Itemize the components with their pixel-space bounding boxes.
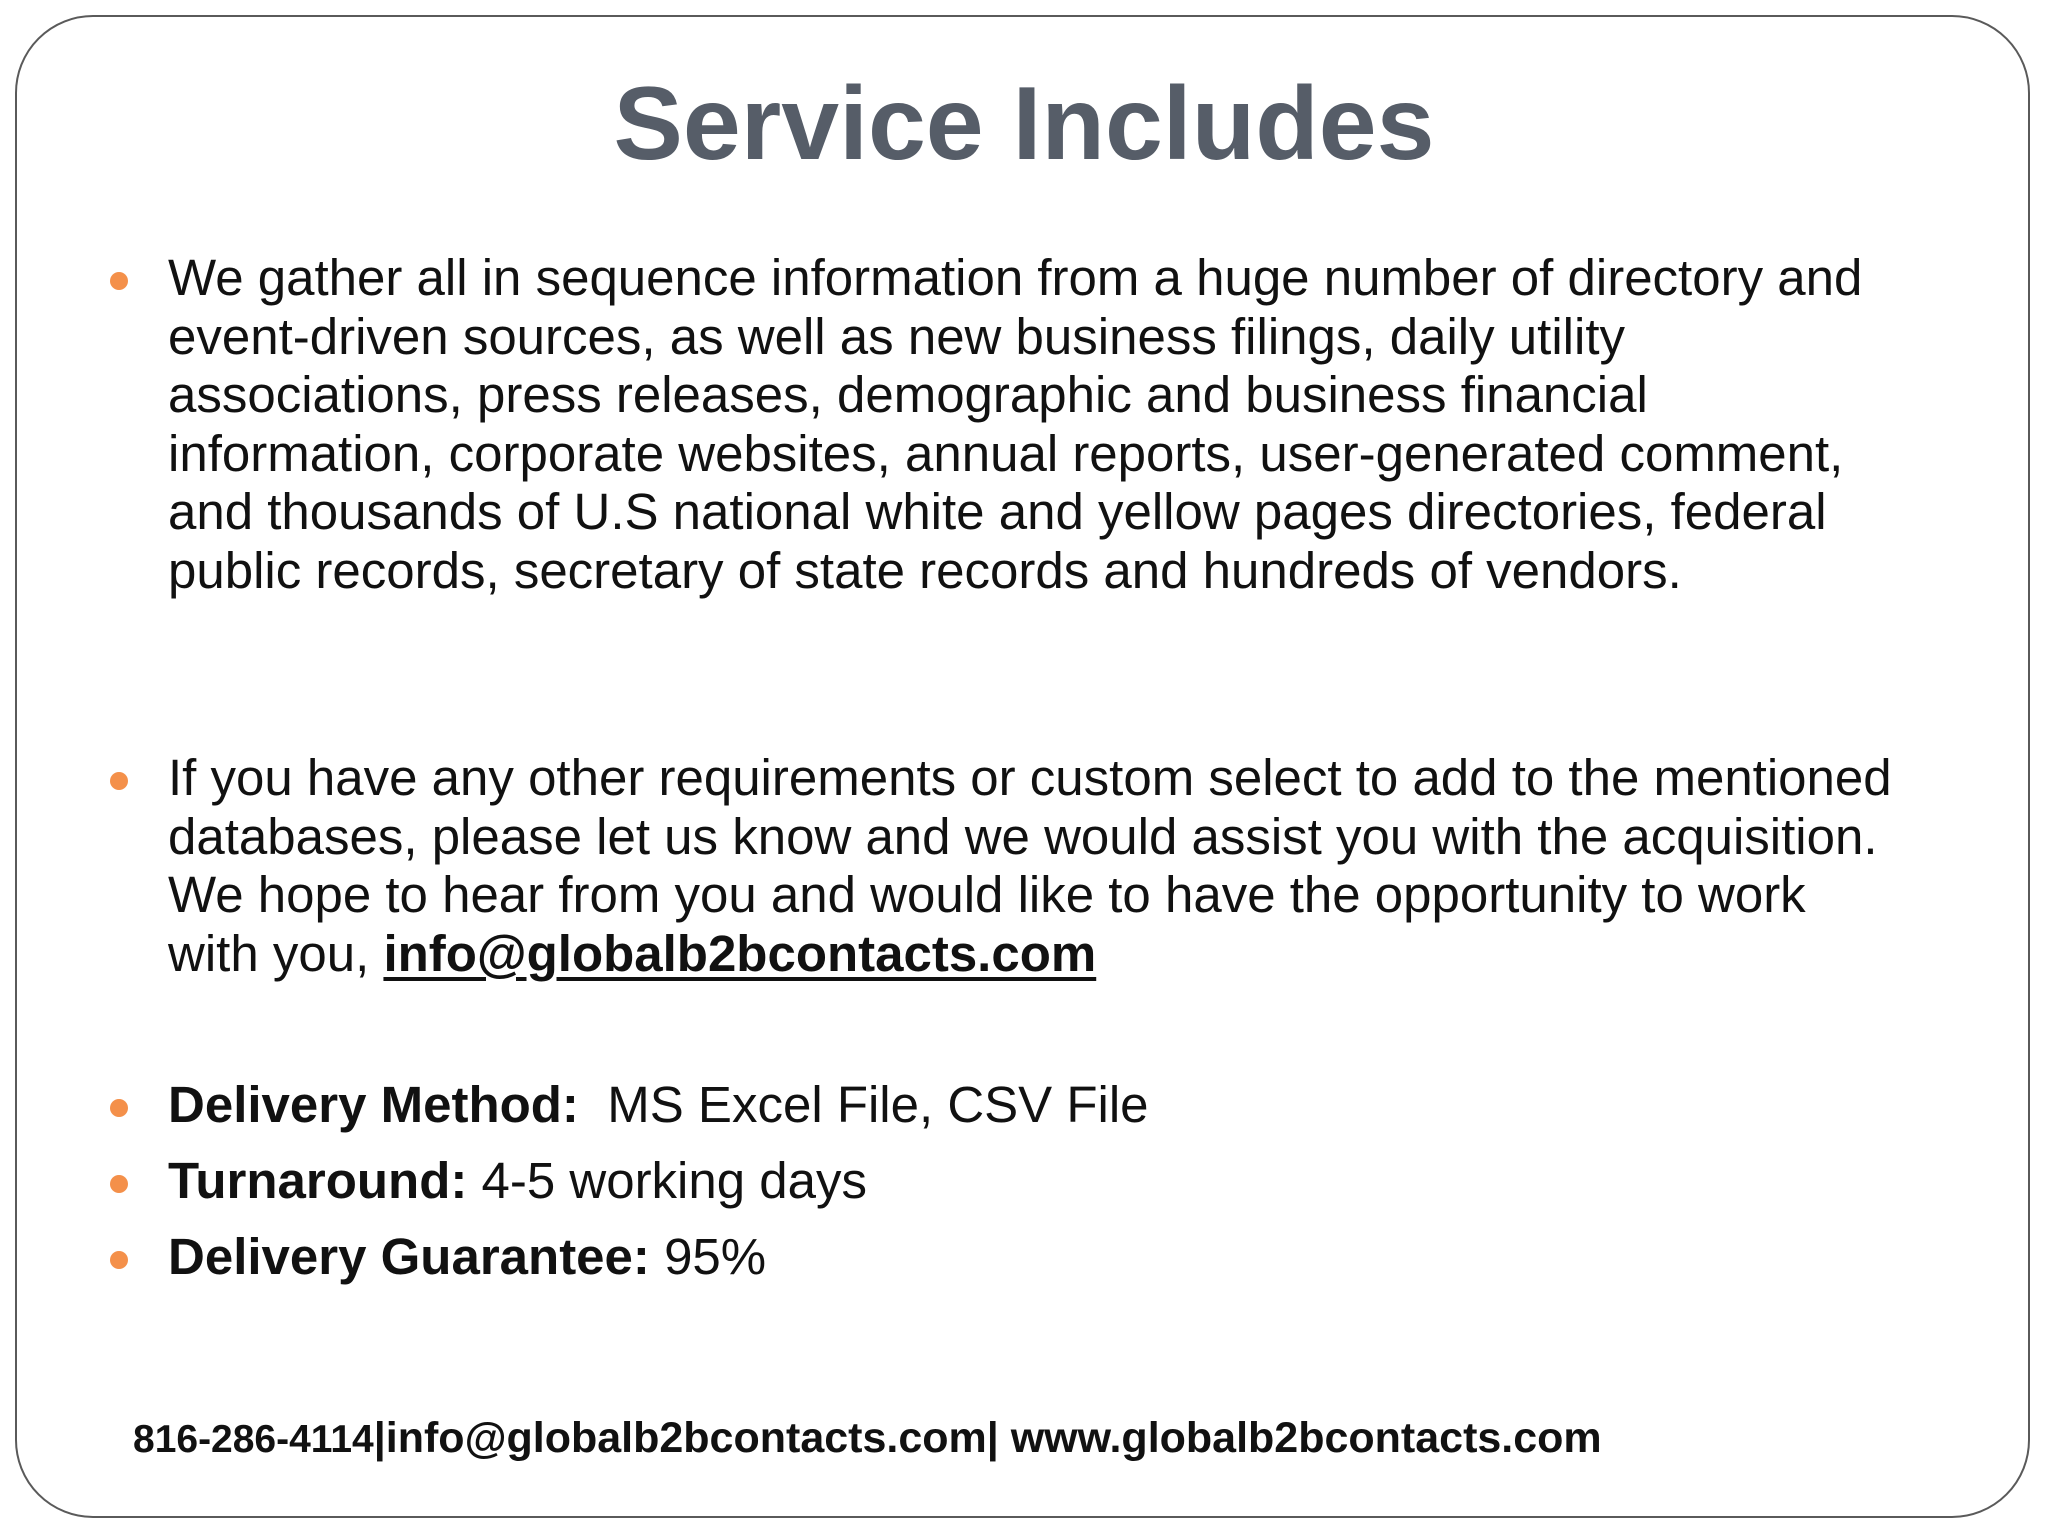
bullet-data-sources [168, 249, 1908, 600]
footer-separator: | [986, 1414, 1011, 1462]
turnaround-value: 4-5 working days [481, 1152, 868, 1209]
turnaround-label: Turnaround: [168, 1152, 468, 1209]
email-link[interactable]: info@globalb2bcontacts.com [383, 924, 1097, 982]
bullet-text: If you have any other requirements or custom select to add to the mentioned databases, please let us know and we would assist you with the acquisition. We hope to hear from you and would like to have the opportunity to work with you, [168, 749, 1892, 982]
footer-separator: | [373, 1414, 386, 1462]
slide-title: Service Includes [613, 66, 1435, 182]
bullet-dot-icon [110, 772, 128, 790]
bullet-dot-icon [110, 1251, 128, 1269]
footer-contact [133, 1413, 1602, 1465]
bullet-text: We gather all in sequence information from a huge number of directory and event-driven sources, as well as new business filings, daily utility associations, press releases, demographic and business financial information, corporate websites, annual reports, user-generated comment, and thousands of U.S national white and yellow pages directories, federal public records, secretary of state records and hundreds of vendors. [168, 249, 1863, 599]
bullet-turnaround [168, 1152, 1908, 1211]
bullet-delivery-guarantee [168, 1228, 1908, 1287]
delivery-method-value: MS Excel File, CSV File [607, 1076, 1149, 1133]
guarantee-value: 95% [664, 1228, 767, 1285]
footer-website[interactable]: www.globalb2bcontacts.com [1010, 1414, 1602, 1462]
bullet-custom-requirements [168, 749, 1908, 983]
bullet-dot-icon [110, 272, 128, 290]
delivery-method-label: Delivery Method: [168, 1076, 579, 1133]
bullet-dot-icon [110, 1099, 128, 1117]
footer-phone: 816-286-4114 [133, 1418, 374, 1461]
footer-email[interactable]: info@globalb2bcontacts.com [385, 1414, 987, 1462]
bullet-dot-icon [110, 1175, 128, 1193]
guarantee-label: Delivery Guarantee: [168, 1228, 650, 1285]
bullet-delivery-method [168, 1076, 1908, 1135]
